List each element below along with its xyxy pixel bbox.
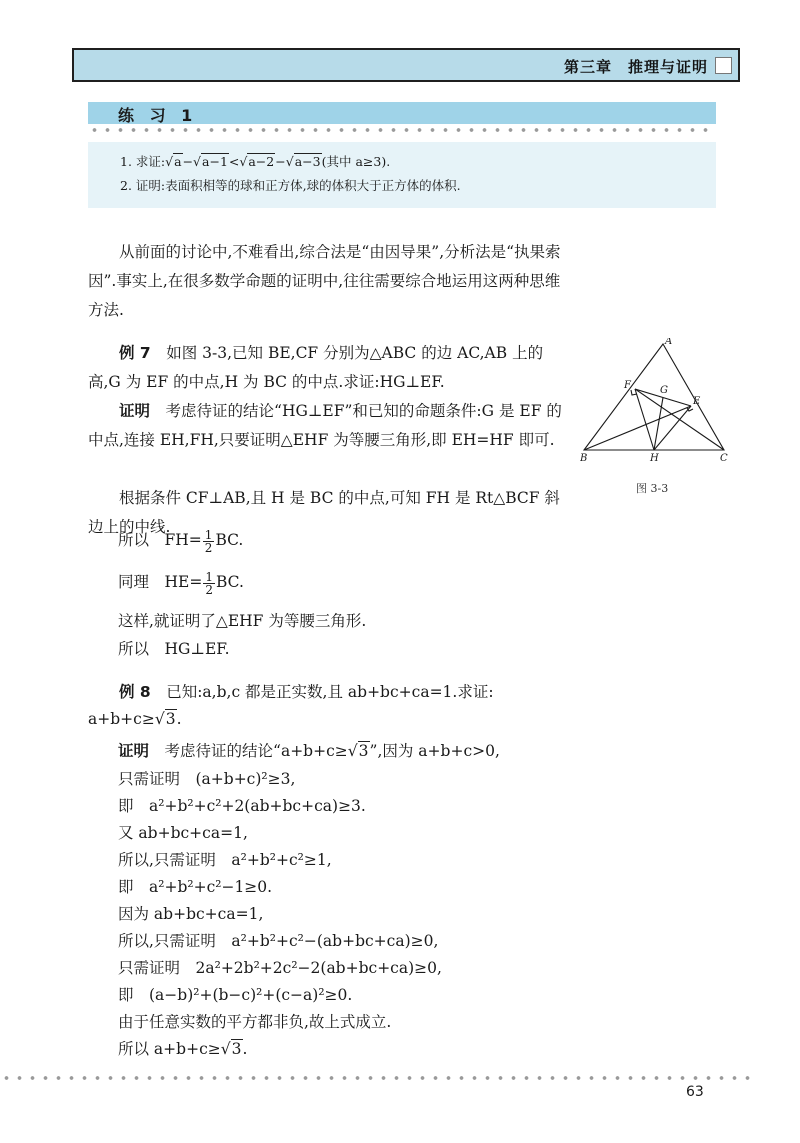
exercise-item-1: 1. 求证:√a−√a−1<√a−2−√a−3(其中 a≥3).: [120, 154, 391, 169]
example8-statement: 例 8 已知:a,b,c 都是正实数,且 ab+bc+ca=1.求证:: [119, 683, 494, 701]
header-square-icon: [715, 57, 732, 74]
triangle-abc: [584, 344, 724, 450]
example7-statement: 例 7 如图 3-3,已知 BE,CF 分别为△ABC 的边 AC,AB 上的高,G 为 EF 的中点,H 为 BC 的中点.求证:HG⊥EF.: [88, 344, 544, 391]
example8-step-3: 又 ab+bc+ca=1,: [118, 824, 248, 842]
label-a: A: [665, 338, 673, 347]
exercise-title: 练 习 1: [118, 106, 198, 125]
label-b: B: [580, 453, 588, 463]
example8-statement-line2: a+b+c≥√3.: [88, 710, 182, 728]
label-f: F: [624, 380, 631, 391]
example7-step-3: 这样,就证明了△EHF 为等腰三角形.: [118, 612, 367, 630]
exercise-box: [88, 142, 716, 208]
chapter-title: 第三章 推理与证明: [563, 58, 708, 76]
segment-he: [654, 406, 691, 450]
example8-step-2: 即 a²+b²+c²+2(ab+bc+ca)≥3.: [118, 797, 366, 815]
segment-hf: [635, 389, 654, 450]
dotted-divider-bottom: [0, 1075, 752, 1081]
label-g: G: [660, 385, 668, 396]
example7-condition: 根据条件 CF⊥AB,且 H 是 BC 的中点,可知 FH 是 Rt△BCF 斜边上的中线.: [88, 489, 560, 536]
example8-conclusion: 所以 a+b+c≥√3.: [118, 1040, 248, 1058]
intro-paragraph: 从前面的讨论中,不难看出,综合法是“由因导果”,分析法是“执果索因”.事实上,在很多数学命题的证明中,往往需要综合地运用这两种思维方法.: [88, 243, 561, 319]
label-c: C: [720, 453, 728, 463]
example8-step-5: 即 a²+b²+c²−1≥0.: [118, 878, 273, 896]
dotted-divider-top: [88, 127, 716, 133]
triangle-figure: [580, 338, 730, 463]
example8-step-7: 所以,只需证明 a²+b²+c²−(ab+bc+ca)≥0,: [118, 932, 439, 950]
example8-step-8: 只需证明 2a²+2b²+2c²−2(ab+bc+ca)≥0,: [118, 959, 442, 977]
example8-step-10: 由于任意实数的平方都非负,故上式成立.: [118, 1013, 392, 1031]
example8-step-4: 所以,只需证明 a²+b²+c²≥1,: [118, 851, 332, 869]
exercise-title-bar: [88, 102, 716, 124]
label-e: E: [693, 396, 701, 407]
figure-caption: 图 3-3: [636, 482, 669, 495]
page-number: 63: [686, 1084, 704, 1100]
example8-proof-start: 证明 考虑待证的结论“a+b+c≥√3”,因为 a+b+c>0,: [118, 742, 500, 760]
example7-step-1: 所以 FH= $\frac{1}{2}$ BC.: [118, 527, 244, 555]
example8-step-9: 即 (a−b)²+(b−c)²+(c−a)²≥0.: [118, 986, 353, 1004]
example7-conclusion: 所以 HG⊥EF.: [118, 640, 230, 658]
chapter-header: [72, 48, 740, 82]
example8-step-1: 只需证明 (a+b+c)²≥3,: [118, 770, 296, 788]
right-angle-e: [687, 408, 693, 411]
exercise-item-2: 2. 证明:表面积相等的球和正方体,球的体积大于正方体的体积.: [120, 178, 461, 193]
label-h: H: [650, 453, 659, 463]
example8-step-6: 因为 ab+bc+ca=1,: [118, 905, 264, 923]
example7-step-2: 同理 HE= $\frac{1}{2}$ BC.: [118, 569, 244, 597]
example7-proof: 证明 考虑待证的结论“HG⊥EF”和已知的命题条件:G 是 EF 的中点,连接 EH,FH,只要证明△EHF 为等腰三角形,即 EH=HF 即可.: [88, 402, 562, 449]
